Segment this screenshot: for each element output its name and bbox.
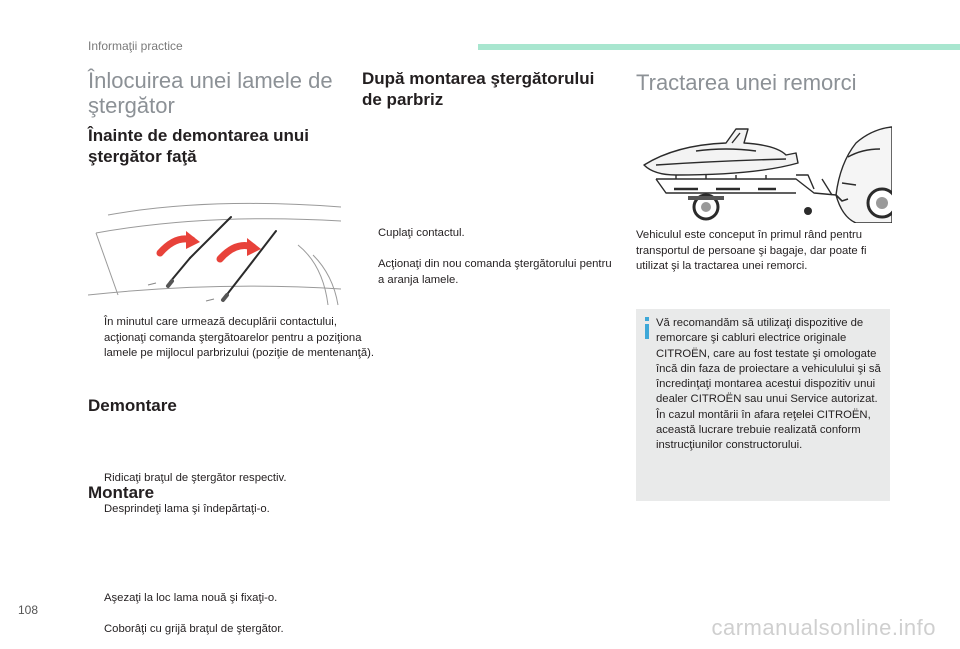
step-text: Acţionaţi din nou comanda ştergătorului pentru a aranja lamele.: [378, 258, 612, 286]
towing-intro: Vehiculul este conceput în primul rând pentru transportul de persoane şi bagaje, dar poate fi utilizat şi la tractarea unei remorci.: [636, 229, 867, 272]
step-montare-2: [88, 622, 364, 638]
page-number: 108: [18, 603, 39, 617]
heading-towing: Tractarea unei remorci: [636, 70, 857, 95]
info-text: Vă recomandăm să utilizaţi dispozitive de remorcare şi cabluri electrice originale CITROËN, care au fost testate şi omologate încă din faza de proiectare a vehiculului şi să încredinţaţi montarea acestui dispozitiv unui dealer CITROËN sau unui Service autorizat. În cazul montării în afara reţelei CITROËN, această lucrare trebuie realizată conform instrucţiunilor constructorului.: [656, 317, 881, 452]
subtitle-before-removal: Înainte de demontarea unui ştergător faţă: [88, 126, 310, 166]
step-text: Aşezaţi la loc lama nouă şi fixaţi-o.: [104, 591, 278, 604]
step-text: Ridicaţi braţul de ştergător respectiv.: [104, 471, 287, 484]
step-demontare-2: [88, 502, 364, 518]
step-text: Desprindeţi lama şi îndepărtaţi-o.: [104, 503, 270, 515]
info-box: [636, 309, 890, 501]
heading-montare: Montare: [88, 483, 155, 502]
step-text: Coborâţi cu grijă braţul de ştergător.: [104, 623, 284, 635]
step-ignition-on: [362, 226, 618, 242]
heading-after-mounting: După montarea ştergătorului de parbriz: [362, 69, 595, 109]
step-text: În minutul care urmează decuplării contactului, acţionaţi comanda ştergătoarelor pentru a poziţiona lamele pe mijlocul parbrizului (poziţie de mentenanţă).: [104, 316, 375, 359]
wiper-illustration: [88, 185, 341, 308]
watermark: carmanualsonline.info: [711, 615, 936, 640]
step-montare-1: [88, 591, 364, 607]
step-text: Cuplaţi contactul.: [378, 226, 465, 239]
towing-illustration: [636, 123, 892, 223]
step-operate-wiper: [362, 257, 618, 288]
section-header-bar: [478, 44, 960, 50]
heading-demontare: Demontare: [88, 396, 177, 415]
section-header: Informaţii practice: [88, 39, 183, 53]
page-title-wiper: Înlocuirea unei lamele de ştergător: [88, 68, 333, 118]
info-icon: [642, 317, 652, 339]
step-maintenance-position: [88, 315, 374, 362]
